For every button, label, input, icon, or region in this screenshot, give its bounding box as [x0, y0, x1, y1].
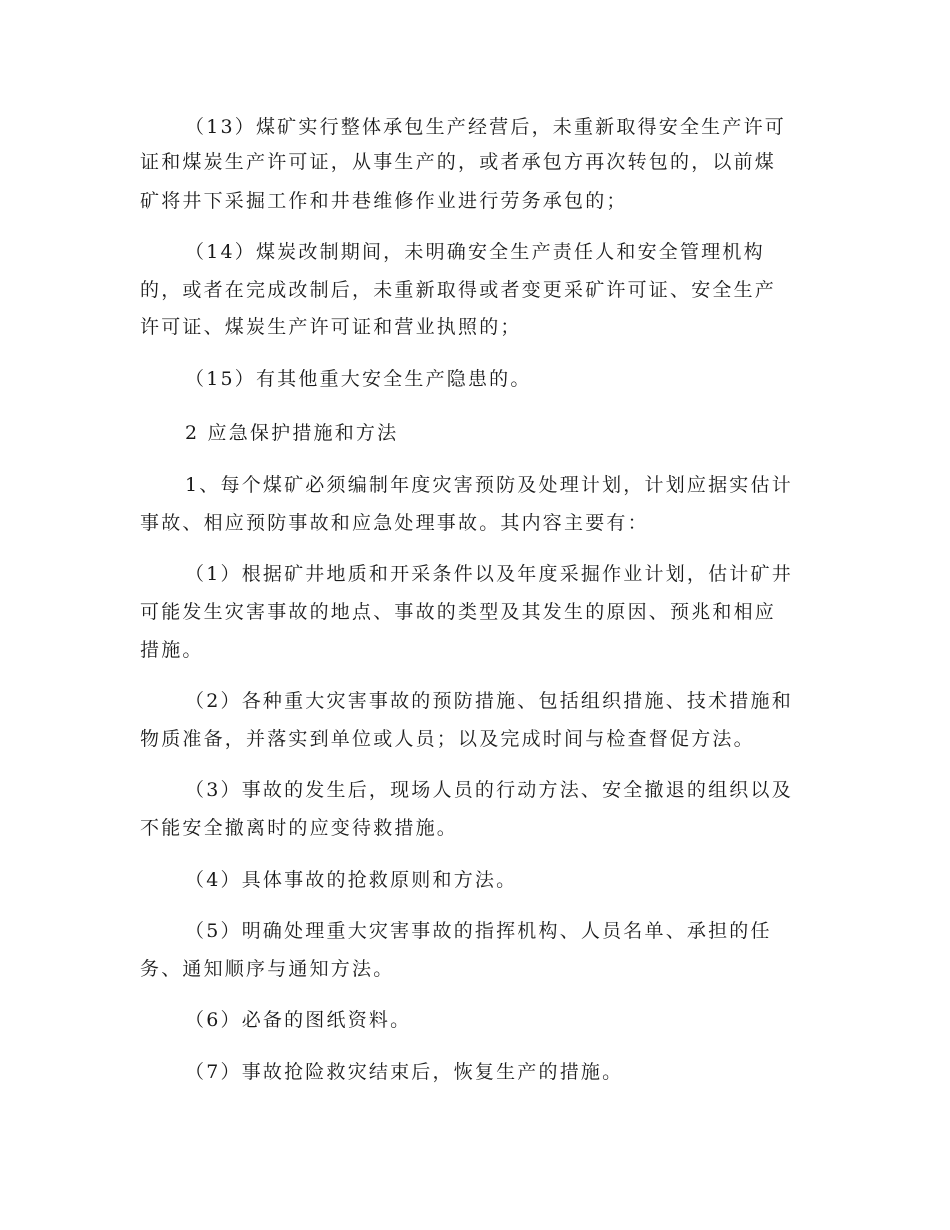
paragraph-line: （1）根据矿井地质和开采条件以及年度采掘作业计划，估计矿井	[185, 563, 793, 585]
paragraph-line: 矿将井下采掘工作和井巷维修作业进行劳务承包的；	[140, 190, 628, 212]
paragraph-line: 1、每个煤矿必须编制年度灾害预防及处理计划，计划应据实估计	[185, 474, 793, 496]
paragraph-line: （5）明确处理重大灾害事故的指挥机构、人员名单、承担的任	[185, 920, 772, 942]
paragraph-line: （2）各种重大灾害事故的预防措施、包括组织措施、技术措施和	[185, 690, 793, 712]
paragraph-line: 措施。	[140, 639, 204, 661]
paragraph-line: 的，或者在完成改制后，未重新取得或者变更采矿许可证、安全生产	[140, 279, 777, 301]
paragraph-line: （13）煤矿实行整体承包生产经营后，未重新取得安全生产许可	[185, 116, 786, 138]
paragraph-line: （4）具体事故的抢救原则和方法。	[185, 869, 518, 891]
paragraph-line: （6）必备的图纸资料。	[185, 1009, 412, 1031]
section-heading-text: 2 应急保护措施和方法	[185, 422, 399, 444]
paragraph-line: （15）有其他重大安全生产隐患的。	[185, 368, 532, 390]
paragraph-line: 许可证、煤炭生产许可证和营业执照的；	[140, 316, 522, 338]
paragraph-line: （3）事故的发生后，现场人员的行动方法、安全撤退的组织以及	[185, 779, 793, 801]
paragraph-line: 不能安全撤离时的应变待救措施。	[140, 817, 459, 839]
paragraph-line: （14）煤炭改制期间，未明确安全生产责任人和安全管理机构	[185, 241, 765, 263]
paragraph-line: 可能发生灾害事故的地点、事故的类型及其发生的原因、预兆和相应	[140, 601, 777, 623]
paragraph-line: 物质准备，并落实到单位或人员；以及完成时间与检查督促方法。	[140, 728, 755, 750]
paragraph-line: 事故、相应预防事故和应急处理事故。其内容主要有：	[140, 512, 649, 534]
paragraph-line: 务、通知顺序与通知方法。	[140, 958, 395, 980]
paragraph-line: 证和煤炭生产许可证，从事生产的，或者承包方再次转包的，以前煤	[140, 151, 777, 173]
paragraph-line: （7）事故抢险救灾结束后，恢复生产的措施。	[185, 1061, 624, 1083]
